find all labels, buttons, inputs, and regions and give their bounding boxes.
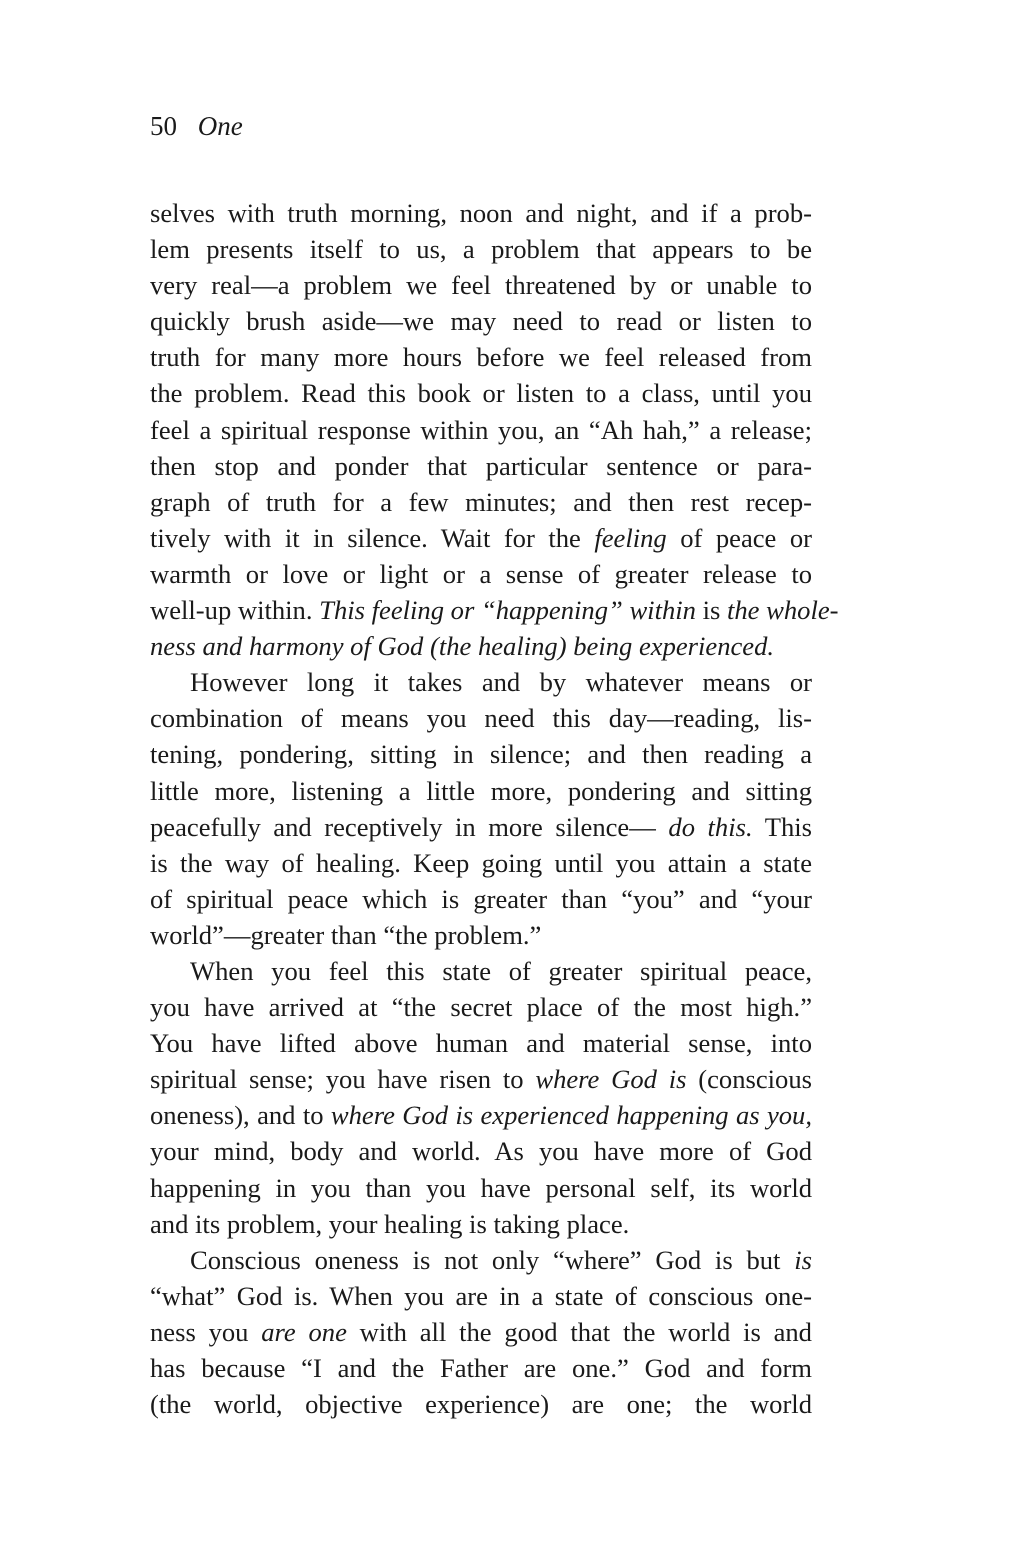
text-run: graph of truth for a few minutes; and then rest recep- (150, 486, 812, 517)
italic-text: feeling (594, 522, 667, 553)
italic-text: are one (261, 1316, 347, 1347)
text-run: (conscious (686, 1064, 812, 1095)
text-line (150, 881, 812, 917)
text-run: warmth or love or light or a sense of greater release to (150, 558, 812, 589)
italic-text: the whole- (726, 595, 839, 626)
text-run: and its problem, your healing is taking place. (150, 1208, 630, 1239)
running-header (150, 108, 243, 144)
paragraph-first-line (150, 664, 812, 700)
text-run: tening, pondering, sitting in silence; and then reading a (150, 739, 812, 770)
text-run: “what” God is. When you are in a state of conscious one- (150, 1280, 812, 1311)
text-run: of spiritual peace which is greater than “you” and “your (150, 883, 812, 914)
text-run: happening in you than you have personal self, its world (150, 1172, 812, 1203)
text-run: peacefully and receptively in more silence— (150, 811, 669, 842)
text-run: of peace or (666, 522, 813, 553)
italic-text: do this. (668, 811, 753, 842)
text-run: truth for many more hours before we feel released from (150, 342, 812, 373)
text-run: You have lifted above human and material sense, into (150, 1028, 812, 1059)
text-line (150, 1386, 812, 1422)
text-run: you have arrived at “the secret place of the most high.” (150, 992, 812, 1023)
text-run: This (752, 811, 812, 842)
text-line (150, 1025, 812, 1061)
text-run: the problem. Read this book or listen to a class, until you (150, 378, 812, 409)
text-run: feel a spiritual response within you, an “Ah hah,” a release; (150, 414, 812, 445)
text-line (150, 556, 812, 592)
text-line (150, 1314, 812, 1350)
text-run: However long it takes and by whatever means or (190, 667, 812, 698)
text-run: tively with it in silence. Wait for the (150, 522, 595, 553)
text-line (150, 267, 812, 303)
text-line (150, 917, 812, 953)
text-run: When you feel this state of greater spiritual peace, (190, 955, 812, 986)
text-run: combination of means you need this day—reading, lis- (150, 703, 812, 734)
text-line (150, 303, 812, 339)
text-line (150, 736, 812, 772)
text-run: well-up within. (150, 595, 320, 626)
italic-text: ness and harmony of God (the healing) being experienced. (150, 631, 775, 662)
text-line (150, 1170, 812, 1206)
text-line (150, 412, 812, 448)
text-run: (the world, objective experience) are one; the world (150, 1389, 812, 1420)
text-line (150, 989, 812, 1025)
text-run: little more, listening a little more, pondering and sitting (150, 775, 812, 806)
text-line (150, 375, 812, 411)
text-line (150, 448, 812, 484)
italic-text: This feeling or “happening” within (319, 595, 696, 626)
text-line (150, 809, 812, 845)
text-line (150, 195, 812, 231)
text-run: is (695, 595, 727, 626)
text-line (150, 231, 812, 267)
text-line (150, 484, 812, 520)
text-line (150, 1278, 812, 1314)
text-line (150, 700, 812, 736)
text-line (150, 1061, 812, 1097)
text-run: very real—a problem we feel threatened by or unable to (150, 270, 812, 301)
text-run: lem presents itself to us, a problem that appears to be (150, 234, 812, 265)
text-run: spiritual sense; you have risen to (150, 1064, 536, 1095)
text-run: is the way of healing. Keep going until you attain a state (150, 847, 812, 878)
text-run: Conscious oneness is not only “where” God is but (190, 1244, 795, 1275)
text-run: quickly brush aside—we may need to read or listen to (150, 306, 812, 337)
text-line (150, 592, 839, 628)
running-title: One (197, 111, 243, 141)
text-line (150, 1206, 812, 1242)
text-run: then stop and ponder that particular sentence or para- (150, 450, 812, 481)
text-line (150, 773, 812, 809)
text-line (150, 1133, 812, 1169)
text-run: your mind, body and world. As you have more of God (150, 1136, 812, 1167)
text-line (150, 845, 812, 881)
text-run: oneness), and to (150, 1100, 331, 1131)
text-run: world”—greater than “the problem.” (150, 919, 542, 950)
page-number: 50 (150, 111, 177, 141)
italic-text: where God is (535, 1064, 687, 1095)
text-line (150, 520, 812, 556)
text-run: ness you (150, 1316, 262, 1347)
text-line (150, 1097, 812, 1133)
text-run: with all the good that the world is and (346, 1316, 812, 1347)
italic-text: where God is experienced happening as you, (330, 1100, 812, 1131)
text-line (150, 628, 812, 664)
paragraph-first-line (150, 1242, 812, 1278)
body-text (150, 195, 839, 1422)
text-line (150, 339, 812, 375)
text-run: has because “I and the Father are one.” God and form (150, 1353, 812, 1383)
text-run: selves with truth morning, noon and night, and if a prob- (150, 198, 812, 228)
text-line (150, 1350, 812, 1386)
paragraph-first-line (150, 953, 812, 989)
italic-text: is (794, 1244, 812, 1275)
